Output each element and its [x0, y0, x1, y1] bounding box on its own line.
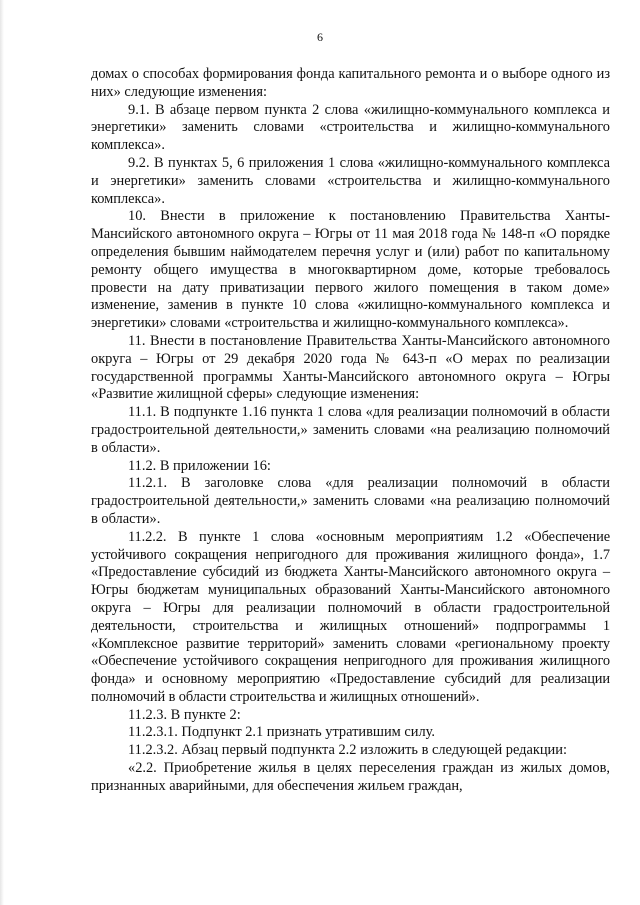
paragraph-11-2-1: 11.2.1. В заголовке слова «для реализации полномочий в области градостроительной деятельности,» заменить словами «на реализацию полномочий в области». — [91, 475, 610, 527]
paragraph-11-2-2: 11.2.2. В пункте 1 слова «основным мероприятиям 1.2 «Обеспечение устойчивого сокращения непригодного для проживания жилищного фонда», 1.7 «Предоставление субсидий из бюджета Ханты-Мансийского автономного округа – Югры бюджетам муниципальных образований Ханты-Мансийского автономного округа – Югры для реализации полномочий в области градостроительной деятельности, строительства и жилищных отношений» подпрограммы 1 «Комплексное развитие территорий» заменить словами «региональному проекту «Обеспечение устойчивого сокращения непригодного для проживания жилищного фонда» и основному мероприятию «Предоставление субсидий для реализации полномочий в области строительства и жилищных отношений». — [91, 528, 610, 705]
paragraph-9-2: 9.2. В пунктах 5, 6 приложения 1 слова «жилищно-коммунального комплекса и энергетики» заменить словами «строительства и жилищно-коммунального комплекса». — [91, 154, 610, 207]
paragraph-11-2-3-2: 11.2.3.2. Абзац первый подпункта 2.2 изложить в следующей редакции: — [128, 742, 567, 759]
scan-edge — [0, 0, 4, 905]
paragraph-11: 11. Внести в постановление Правительства Ханты-Мансийского автономного округа – Югры от 29 декабря 2020 года № 643-п «О мерах по реализации государственной программы Ханты-Мансийского автономного округа – Югры «Развитие жилищной сферы» следующие изменения: — [91, 332, 610, 403]
paragraph-11-2-3-1: 11.2.3.1. Подпункт 2.1 признать утратившим силу. — [128, 724, 436, 741]
paragraph-11-1: 11.1. В подпункте 1.16 пункта 1 слова «для реализации полномочий в области градостроительной деятельности,» заменить словами «на реализацию полномочий в области». — [91, 404, 610, 456]
paragraph-11-2: 11.2. В приложении 16: — [128, 457, 271, 474]
paragraph-10: 10. Внести в приложение к постановлению Правительства Ханты-Мансийского автономного округа – Югры от 11 мая 2018 года № 148-п «О порядке определения бывшим наймодателем перечня услуг и (или) работ по капитальному ремонту общего имущества в многоквартирном доме, которые требовалось провести на дату приватизации первого жилого помещения в таком доме» изменение, заменив в пункте 10 слова «жилищно-коммунального комплекса и энергетики» словами «строительства и жилищно-коммунального комплекса». — [91, 208, 610, 332]
paragraph-11-2-3: 11.2.3. В пункте 2: — [128, 706, 241, 723]
paragraph-intro-continuation: домах о способах формирования фонда капитального ремонта и о выборе одного из них» следующие изменения: — [91, 66, 610, 100]
paragraph-quoted-2-2: «2.2. Приобретение жилья в целях переселения граждан из жилых домов, признанных аварийными, для обеспечения жильем граждан, — [91, 760, 610, 794]
page-number: 6 — [317, 30, 323, 44]
document-body — [91, 66, 610, 796]
paragraph-9-1: 9.1. В абзаце первом пункта 2 слова «жилищно-коммунального комплекса и энергетики» заменить словами «строительства и жилищно-коммунального комплекса». — [91, 101, 610, 154]
